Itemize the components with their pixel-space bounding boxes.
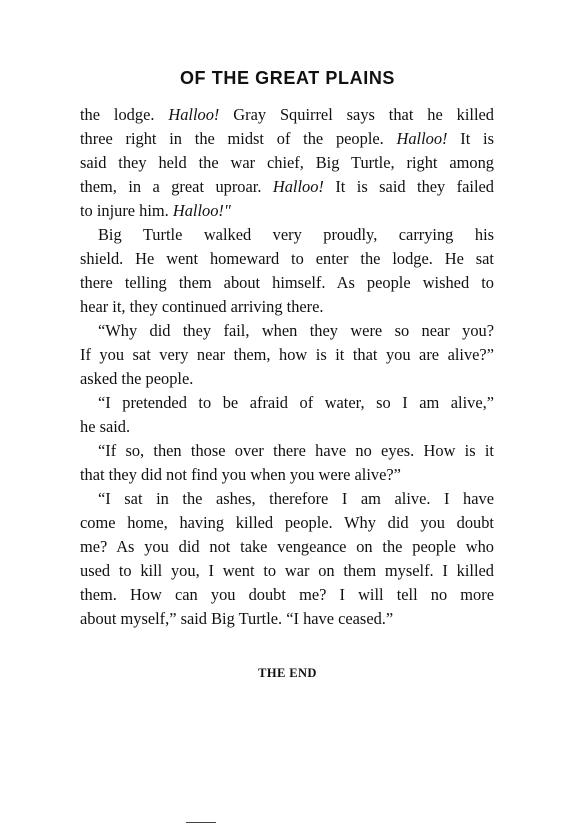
italic-exclamation: Halloo! xyxy=(272,177,324,196)
text-line xyxy=(80,199,494,223)
text-line: them. How can you doubt me? I will tell no more xyxy=(80,585,494,604)
text-segment: three right in the midst of the people. xyxy=(80,129,397,148)
text-segment: It is xyxy=(447,129,494,148)
text-segment: them, in a great uproar. xyxy=(80,177,273,196)
text-line: “Why did they fail, when they were so near you? xyxy=(98,321,494,340)
text-line: “I sat in the ashes, therefore I am alive. I have xyxy=(98,489,494,508)
italic-exclamation: Halloo!" xyxy=(172,201,231,220)
text-segment: the lodge. xyxy=(80,105,169,124)
text-line: there telling them about himself. As people wished to xyxy=(80,273,494,292)
running-head: OF THE GREAT PLAINS xyxy=(179,68,396,88)
text-line: me? As you did not take vengeance on the people who xyxy=(80,537,494,556)
body-text xyxy=(80,103,494,631)
text-line: shield. He went homeward to enter the lodge. He sat xyxy=(80,249,494,268)
text-line: used to kill you, I went to war on them myself. I killed xyxy=(80,561,494,580)
text-segment: It is said they failed xyxy=(323,177,494,196)
italic-exclamation: Halloo! xyxy=(168,105,220,124)
text-line: asked the people. xyxy=(80,369,194,388)
the-end-label: THE END xyxy=(258,666,317,680)
footer-rule xyxy=(186,822,216,823)
text-line: come home, having killed people. Why did you doubt xyxy=(80,513,494,532)
text-line: “If so, then those over there have no eyes. How is it xyxy=(98,441,494,460)
text-line xyxy=(80,103,494,127)
text-line: that they did not find you when you were alive?” xyxy=(80,465,401,484)
text-line: he said. xyxy=(80,417,131,436)
text-line: “I pretended to be afraid of water, so I am alive,” xyxy=(98,393,494,412)
text-line: said they held the war chief, Big Turtle, right among xyxy=(80,153,494,172)
italic-exclamation: Halloo! xyxy=(396,129,448,148)
text-line xyxy=(80,127,494,151)
text-line: If you sat very near them, how is it that you are alive?” xyxy=(80,345,494,364)
text-segment: Gray Squirrel says that he killed xyxy=(219,105,494,124)
text-line: hear it, they continued arriving there. xyxy=(80,297,324,316)
text-line xyxy=(80,175,494,199)
text-line: about myself,” said Big Turtle. “I have ceased.” xyxy=(80,609,394,628)
text-segment: to injure him. xyxy=(80,201,173,220)
text-line: Big Turtle walked very proudly, carrying his xyxy=(98,225,494,244)
